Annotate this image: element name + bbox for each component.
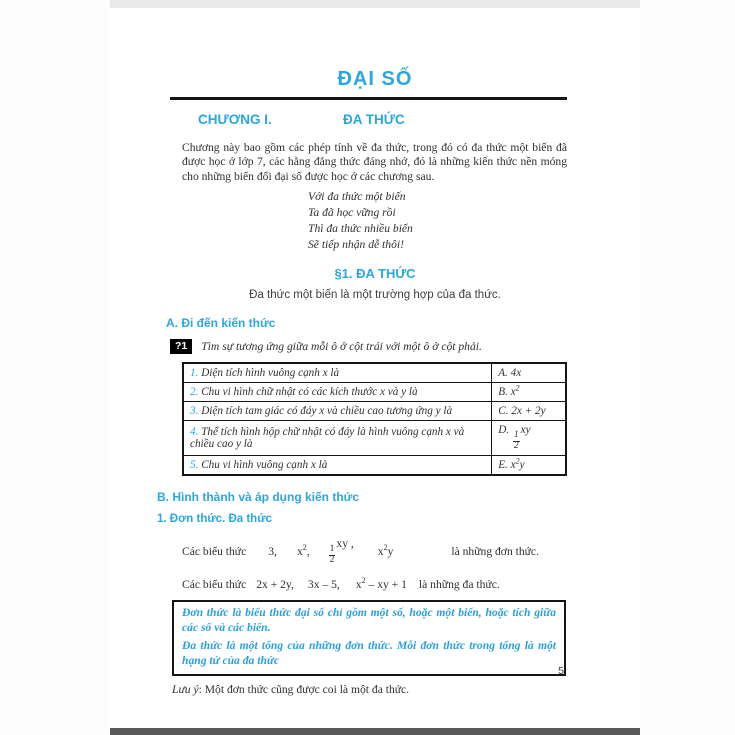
part-a-heading: A. Đi đến kiến thức <box>166 316 276 331</box>
part-b-heading: B. Hình thành và áp dụng kiến thức <box>157 490 360 505</box>
table-cell-right <box>492 402 566 421</box>
row-text: Thể tích hình hộp chữ nhật có đáy là hình vuông cạnh x và chiều cao y là <box>190 426 465 451</box>
polynomial-item: 2x + 2y, <box>256 578 294 592</box>
chapter-label: CHƯƠNG I. <box>198 112 272 127</box>
definition-box <box>172 600 566 675</box>
table-row <box>183 383 566 402</box>
table-cell-right <box>492 421 566 456</box>
example-lead: Các biểu thức <box>182 578 247 592</box>
table-cell-right <box>492 456 566 476</box>
poem <box>308 189 640 252</box>
monomial-item <box>378 545 394 558</box>
variable: y <box>387 545 394 559</box>
question-text: Tìm sự tương ứng giữa mỗi ô ở cột trái với một ô ở cột phải. <box>201 340 482 354</box>
table-row <box>183 456 566 476</box>
polynomial-item: 3x – 5, <box>307 578 340 592</box>
exponent: 2 <box>302 543 307 553</box>
monomial-item <box>297 545 310 558</box>
exponent: 2 <box>361 576 366 586</box>
section-title: §1. ĐA THỨC <box>334 266 416 282</box>
chapter-title: ĐA THỨC <box>343 112 405 127</box>
table-cell-right <box>492 383 566 402</box>
row-number: 5. <box>190 459 199 472</box>
sub-heading: 1. Đơn thức. Đa thức <box>157 513 272 526</box>
fraction <box>329 545 336 566</box>
fraction-denominator: 2 <box>329 555 335 566</box>
note-text: : Một đơn thức cũng được coi là một đa thức. <box>198 682 410 696</box>
poem-line: Với đa thức một biến <box>308 190 406 204</box>
base: x <box>355 578 362 592</box>
base: x <box>296 545 303 559</box>
fraction-numerator: 1 <box>329 544 335 555</box>
section-intro: Đa thức một biến là một trường hợp của đa thức. <box>249 289 501 302</box>
page-number: 5 <box>558 665 564 677</box>
question-row <box>170 339 640 354</box>
answer-text-post: xy <box>520 424 531 437</box>
book-page <box>110 0 640 735</box>
row-number: 2. <box>190 386 199 399</box>
chapter-heading <box>198 112 640 127</box>
row-number: 1. <box>190 367 199 380</box>
question-badge: ?1 <box>170 339 192 354</box>
table-cell-left <box>183 383 492 402</box>
definition-polynomial: Đa thức là một tổng của những đơn thức. Mỗi đơn thức trong tổng là một hạng tử của đa thức <box>182 639 556 668</box>
answer-text: E. x <box>498 459 516 472</box>
poem-line: Sẽ tiếp nhận dễ thôi! <box>308 237 404 251</box>
fraction-denominator: 2 <box>513 441 519 452</box>
bottom-page-edge <box>110 728 640 735</box>
answer-text: A. 4x <box>498 367 522 380</box>
base: x <box>377 545 384 559</box>
answer-exponent: 2 <box>515 456 520 466</box>
table-cell-left <box>183 456 492 476</box>
poem-line: Ta đã học vững rồi <box>308 206 396 220</box>
answer-text: D. <box>498 424 510 437</box>
answer-text-post: y <box>519 459 525 472</box>
row-text: Chu vi hình chữ nhật có các kích thước x và y là <box>201 386 418 399</box>
example-tail: là những đơn thức. <box>451 545 539 559</box>
example-tail: là những đa thức. <box>418 578 500 592</box>
answer-exponent: 2 <box>515 383 520 393</box>
example-lead: Các biểu thức <box>182 545 247 559</box>
polynomial-item <box>356 578 407 591</box>
row-number: 3. <box>190 405 199 418</box>
note-line <box>172 683 566 696</box>
definition-monomial: Đơn thức là biểu thức đại số chỉ gồm một số, hoặc một biến, hoặc tích giữa các số và các biến. <box>182 606 556 634</box>
row-text: Chu vi hình vuông cạnh x là <box>201 459 328 472</box>
fraction-post: xy , <box>336 537 354 551</box>
table-row <box>183 402 566 421</box>
fraction <box>513 431 520 452</box>
exponent: 2 <box>383 543 388 553</box>
table-row <box>183 421 566 456</box>
monomials-example-line <box>182 537 640 566</box>
table-row <box>183 363 566 383</box>
table-cell-left <box>183 363 492 383</box>
book-title: ĐẠI SỐ <box>337 68 413 90</box>
comma: , <box>306 545 310 559</box>
top-page-edge <box>110 0 640 8</box>
table-cell-left <box>183 402 492 421</box>
poem-line: Thì đa thức nhiều biến <box>308 221 413 235</box>
row-number: 4. <box>190 426 199 439</box>
table-cell-left <box>183 421 492 456</box>
title-rule <box>170 97 567 100</box>
matching-table <box>182 362 567 476</box>
row-text: Diện tích tam giác có đáy x và chiều cao tương ứng y là <box>201 405 453 418</box>
table-cell-right <box>492 363 566 383</box>
polynomials-example-line <box>182 578 640 591</box>
chapter-intro-paragraph: Chương này bao gồm các phép tính về đa thức, trong đó có đa thức một biến đã được học ở lớp 7, các hằng đẳng thức đáng nhớ, đó là những kiến thức nền móng cho những biến đổi đại số được học ở các chương sau. <box>182 141 567 183</box>
answer-text: B. x <box>498 386 516 399</box>
monomial-item: 3, <box>268 545 277 559</box>
answer-text: C. 2x + 2y <box>498 405 546 418</box>
fraction-numerator: 1 <box>513 430 519 441</box>
monomial-item <box>328 537 354 566</box>
row-text: Diện tích hình vuông cạnh x là <box>201 367 340 380</box>
expression-rest: – xy + 1 <box>365 578 407 592</box>
note-label: Lưu ý <box>172 682 199 696</box>
